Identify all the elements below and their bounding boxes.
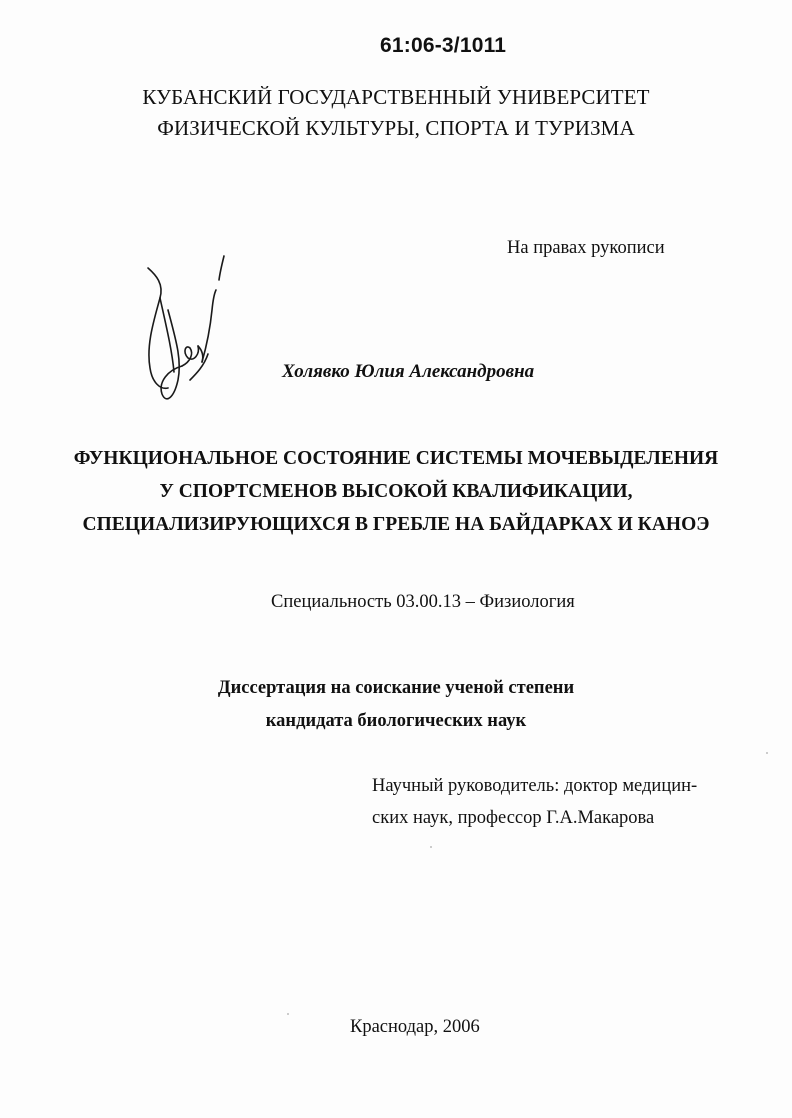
scan-speck [766,752,768,754]
catalog-number: 61:06-3/1011 [380,34,507,57]
dissertation-title-line-3: СПЕЦИАЛИЗИРУЮЩИХСЯ В ГРЕБЛЕ НА БАЙДАРКАХ И КАНОЭ [82,514,710,535]
scan-speck [287,1013,289,1015]
handwritten-signature [138,250,238,420]
author-name: Холявко Юлия Александровна [282,361,535,382]
scan-speck [430,846,432,848]
degree-line-2: кандидата биологических наук [265,711,527,731]
city-year: Краснодар, 2006 [350,1017,480,1037]
supervisor-line-2: ских наук, профессор Г.А.Макарова [372,808,655,828]
degree-line-1: Диссертация на соискание ученой степени [217,678,575,698]
supervisor-line-1: Научный руководитель: доктор медицин- [372,776,698,796]
specialty-line: Специальность 03.00.13 – Физиология [271,592,575,612]
university-name-line-1: КУБАНСКИЙ ГОСУДАРСТВЕННЫЙ УНИВЕРСИТЕТ [142,85,650,109]
dissertation-title-line-1: ФУНКЦИОНАЛЬНОЕ СОСТОЯНИЕ СИСТЕМЫ МОЧЕВЫДЕЛЕНИЯ [73,448,719,469]
university-name-line-2: ФИЗИЧЕСКОЙ КУЛЬТУРЫ, СПОРТА И ТУРИЗМА [157,116,635,140]
dissertation-title-line-2: У СПОРТСМЕНОВ ВЫСОКОЙ КВАЛИФИКАЦИИ, [159,481,633,502]
manuscript-rights-note: На правах рукописи [507,238,665,258]
